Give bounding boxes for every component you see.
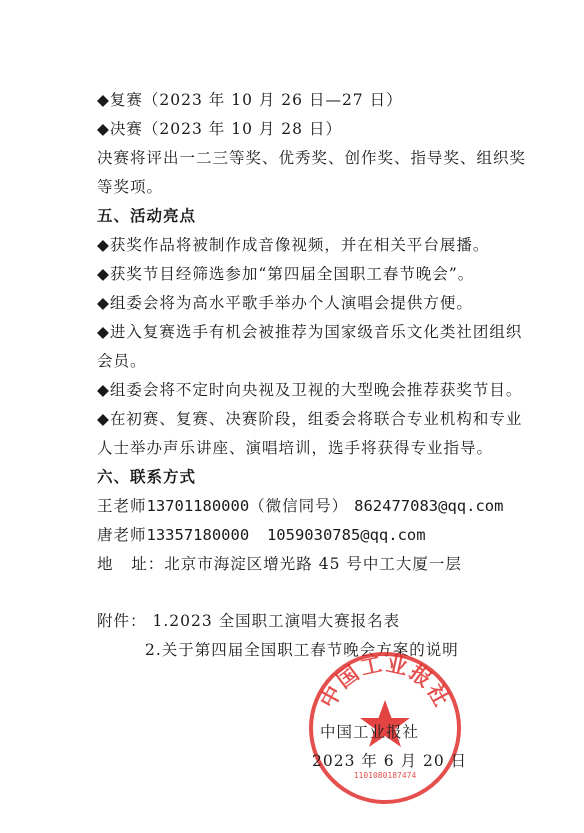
stage-final: ◆决赛（2023 年 10 月 28 日） (97, 120, 342, 138)
contact-row (97, 523, 426, 545)
attachment-item: 2.关于第四届全国职工春节晚会方案的说明 (145, 641, 459, 659)
svg-text:1101080187474: 1101080187474 (353, 771, 417, 780)
highlight-item: ◆组委会将为高水平歌手举办个人演唱会提供方便。 (97, 294, 473, 312)
highlight-item: ◆获奖节目经筛选参加“第四届全国职工春节晚会”。 (97, 265, 475, 283)
highlight-item: ◆进入复赛选手有机会被推荐为国家级音乐文化类社团组织 (97, 323, 523, 341)
attachment-label: 附件： (97, 612, 147, 630)
address-label: 地 址： (97, 555, 165, 573)
contact-row (97, 494, 503, 516)
highlight-item-cont: 会员。 (97, 352, 147, 370)
highlight-item: ◆组委会将不定时向央视及卫视的大型晚会推荐获奖节目。 (97, 381, 523, 399)
highlight-item: ◆在初赛、复赛、决赛阶段，组委会将联合专业机构和专业 (97, 410, 523, 428)
contact-phone: 13357180000 (146, 526, 250, 544)
award-text-line1: 决赛将评出一二三等奖、优秀奖、创作奖、指导奖、组织奖 (97, 149, 527, 167)
address-row (97, 552, 462, 574)
contact-phone: 13701180000 (146, 497, 250, 515)
contact-name: 唐老师 (97, 526, 147, 544)
stage-semifinal: ◆复赛（2023 年 10 月 26 日—27 日） (97, 91, 403, 109)
contact-email: 862477083@qq.com (354, 497, 504, 515)
contact-name: 王老师 (97, 497, 147, 515)
award-text-line2: 等奖项。 (97, 178, 164, 196)
address-value: 北京市海淀区增光路 45 号中工大厦一层 (164, 555, 462, 573)
contact-email: 1059030785@qq.com (266, 526, 426, 544)
contact-note: （微信同号） (249, 497, 349, 515)
highlight-item-cont: 人士举办声乐讲座、演唱培训，选手将获得专业指导。 (97, 439, 494, 457)
attachment-row (97, 609, 400, 631)
highlight-item: ◆获奖作品将被制作成音像视频，并在相关平台展播。 (97, 236, 490, 254)
svg-text:中国工业报社: 中国工业报社 (315, 651, 455, 712)
signature-org: 中国工业报社 (320, 723, 420, 741)
attachment-item: 1.2023 全国职工演唱大赛报名表 (152, 612, 401, 630)
section-heading-highlights: 五、活动亮点 (97, 207, 197, 225)
signature-date: 2023 年 6 月 20 日 (312, 752, 468, 770)
section-heading-contact: 六、联系方式 (97, 468, 197, 486)
